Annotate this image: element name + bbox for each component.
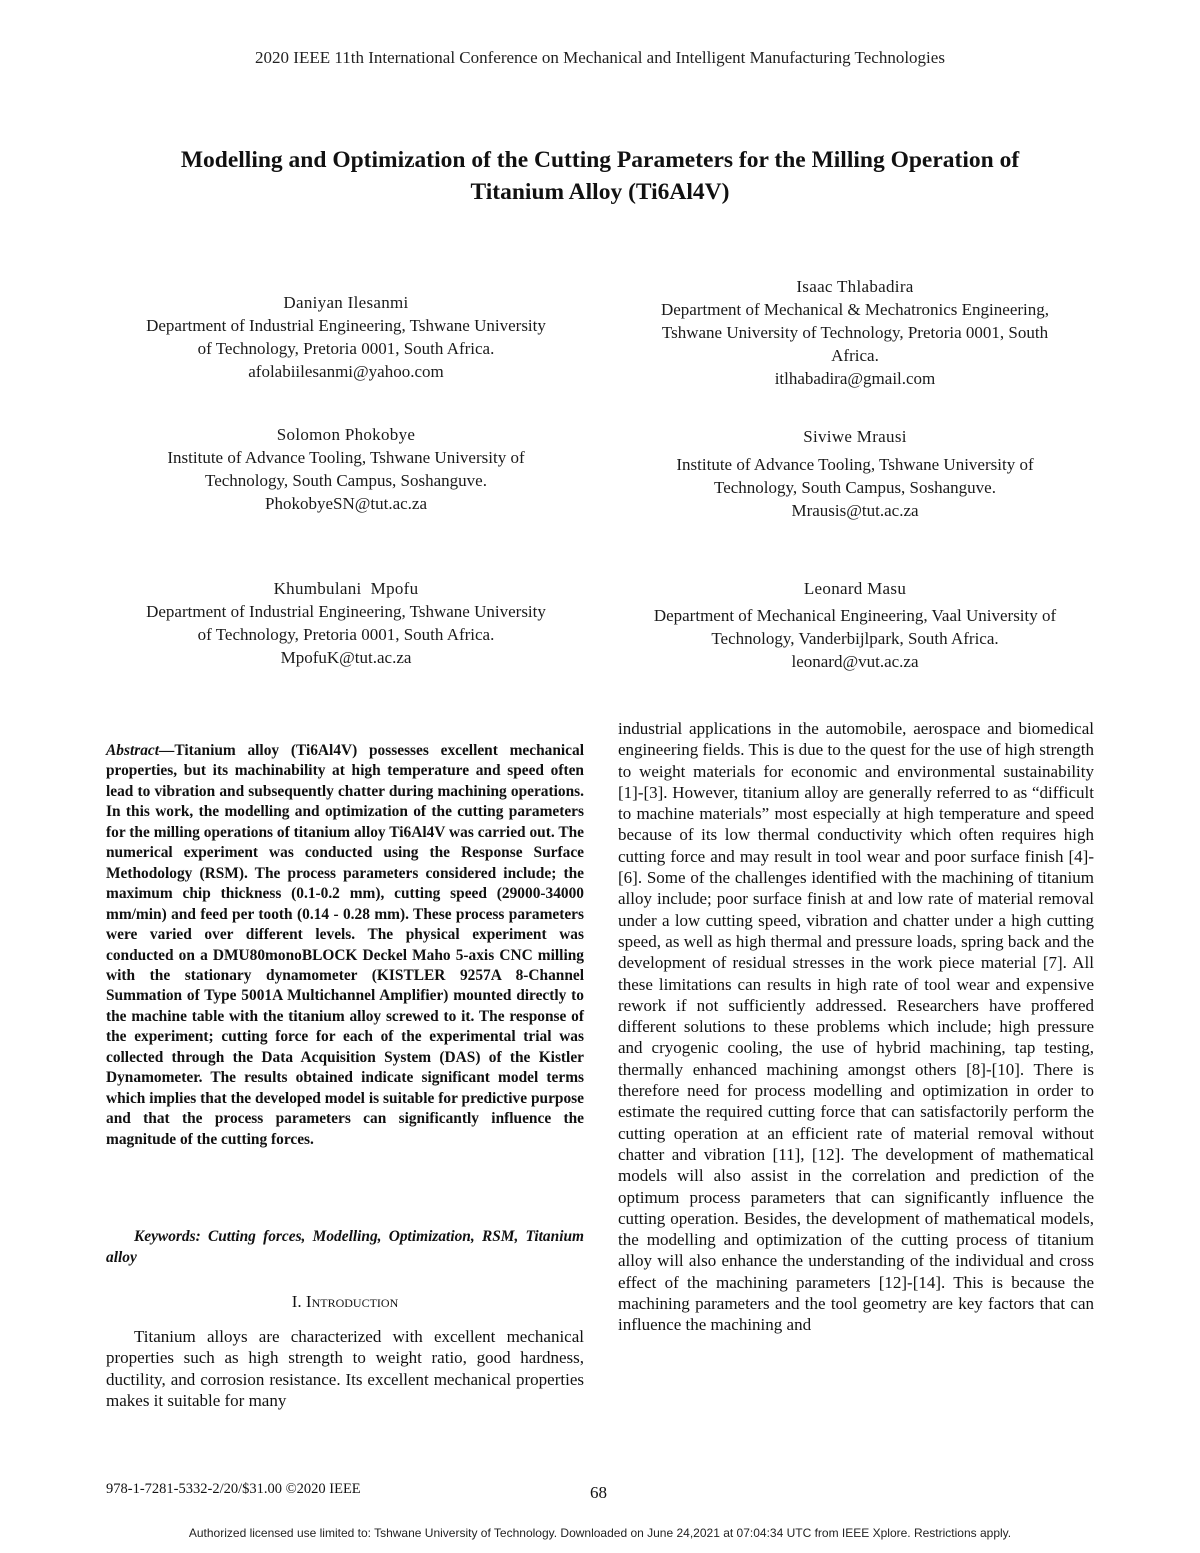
author-affiliation: Technology, South Campus, Soshanguve. xyxy=(714,478,996,497)
author-name: Solomon Phokobye xyxy=(276,425,416,444)
author-block-4 xyxy=(605,425,1105,522)
section-title: Introduction xyxy=(305,1292,399,1311)
author-affiliation: Africa. xyxy=(831,346,879,365)
author-affiliation: Department of Mechanical & Mechatronics Engineering, xyxy=(660,300,1050,319)
conference-header: 2020 IEEE 11th International Conference on Mechanical and Intelligent Manufacturing Technologies xyxy=(255,48,945,67)
license-notice: Authorized licensed use limited to: Tshwane University of Technology. Downloaded on June 24,2021 at 07:04:34 UTC from IEEE Xplore. Restrictions apply. xyxy=(188,1526,1012,1540)
section-number: I. xyxy=(291,1292,306,1311)
abstract-label: Abstract— xyxy=(106,742,175,759)
title-line-1: Modelling and Optimization of the Cutting Parameters for the Milling Operation of xyxy=(180,147,1020,173)
author-email[interactable]: itlhabadira@gmail.com xyxy=(774,369,936,388)
author-block-6 xyxy=(605,577,1105,673)
author-affiliation: Department of Mechanical Engineering, Vaal University of xyxy=(653,606,1057,625)
abstract xyxy=(106,741,584,1150)
author-block-2 xyxy=(605,275,1105,390)
author-affiliation: Institute of Advance Tooling, Tshwane University of xyxy=(676,455,1034,474)
author-affiliation: Department of Industrial Engineering, Tshwane University xyxy=(146,602,546,621)
author-name: Isaac Thlabadira xyxy=(796,277,914,296)
author-name: Daniyan Ilesanmi xyxy=(283,293,409,312)
author-email[interactable]: MpofuK@tut.ac.za xyxy=(280,648,412,667)
abstract-text: Titanium alloy (Ti6Al4V) possesses excellent mechanical properties, but its machinability at high temperature and speed often lead to vibration and subsequently chatter during machining operations. In this work, the modelling and optimization of the cutting parameters for the milling operations of titanium alloy Ti6Al4V was carried out. The numerical experiment was conducted using the Response Surface Methodology (RSM). The process parameters considered include; the maximum chip thickness (0.1-0.2 mm), cutting speed (29000-34000 mm/min) and feed per tooth (0.14 - 0.28 mm). These process parameters were varied over different levels. The physical experiment was conducted on a DMU80monoBLOCK Deckel Maho 5-axis CNC milling with the stationary dynamometer (KISTLER 9257A 8-Channel Summation of Type 5001A Multichannel Amplifier) mounted directly to the machine table with the titanium alloy screwed to it. The response of the experiment; cutting force for each of the experimental trial was collected through the Data Acquisition System (DAS) of the Kistler Dynamometer. The results obtained indicate significant model terms which implies that the developed model is suitable for predictive purpose and that the process parameters can significantly influence the magnitude of the cutting forces. xyxy=(106,742,584,1148)
author-name: Siviwe Mrausi xyxy=(803,427,907,446)
section-heading xyxy=(106,1292,584,1312)
author-email[interactable]: leonard@vut.ac.za xyxy=(791,652,919,671)
author-affiliation: of Technology, Pretoria 0001, South Africa. xyxy=(197,625,495,644)
keywords: Keywords: Cutting forces, Modelling, Optimization, RSM, Titanium alloy xyxy=(106,1228,584,1266)
page-number: 68 xyxy=(590,1483,607,1502)
intro-paragraph-left: Titanium alloys are characterized with excellent mechanical properties such as high strength to weight ratio, good hardness, ductility, and corrosion resistance. Its excellent mechanical properties makes it suitable for many xyxy=(106,1327,584,1410)
author-affiliation: Department of Industrial Engineering, Tshwane University xyxy=(146,316,546,335)
author-affiliation: Tshwane University of Technology, Pretoria 0001, South xyxy=(661,323,1049,342)
author-affiliation: Institute of Advance Tooling, Tshwane University of xyxy=(167,448,525,467)
author-email[interactable]: afolabiilesanmi@yahoo.com xyxy=(248,362,444,381)
author-name: Leonard Masu xyxy=(803,579,907,598)
author-affiliation: of Technology, Pretoria 0001, South Africa. xyxy=(197,339,495,358)
paper-title xyxy=(100,144,1100,208)
author-block-1 xyxy=(96,291,596,383)
author-block-3 xyxy=(96,423,596,515)
title-line-2: Titanium Alloy (Ti6Al4V) xyxy=(470,179,730,205)
author-affiliation: Technology, South Campus, Soshanguve. xyxy=(205,471,487,490)
author-email[interactable]: Mrausis@tut.ac.za xyxy=(791,501,919,520)
author-affiliation: Technology, Vanderbijlpark, South Africa. xyxy=(711,629,999,648)
footer-isbn: 978-1-7281-5332-2/20/$31.00 ©2020 IEEE xyxy=(106,1481,361,1497)
intro-paragraph-right: industrial applications in the automobile, aerospace and biomedical engineering fields. This is due to the quest for the use of high strength to weight materials for economic and environmental sustainability [1]-[3]. However, titanium alloy are generally referred to as “difficult to machine materials” most especially at high temperature and speed because of its low thermal conductivity which often requires high cutting force and may result in tool wear and poor surface finish [4]-[6]. Some of the challenges identified with the machining of titanium alloy include; poor surface finish at and low rate of material removal under a low cutting speed, vibration and chatter under a high cutting speed, as well as high thermal and pressure loads, spring back and the development of residual stresses in the work piece material [7]. All these limitations can results in high rate of tool wear and expensive rework if not sufficiently addressed. Researchers have proffered different solutions to these problems which include; high pressure and cryogenic cooling, the use of hybrid machining, tap testing, thermally enhanced machining amongst others [8]-[10]. There is therefore need for process modelling and optimization in order to estimate the required cutting force that can satisfactorily perform the cutting operation at an efficient rate of material removal without chatter and vibration [11], [12]. The development of mathematical models will also assist in the correlation and prediction of the optimum process parameters that can significantly influence the cutting operation. Besides, the development of mathematical models, the modelling and optimization of the cutting process of titanium alloy will also enhance the understanding of the individual and cross effect of the machining parameters [12]-[14]. This is because the machining parameters and the tool geometry are key factors that can influence the machining and xyxy=(618,719,1094,1335)
author-email[interactable]: PhokobyeSN@tut.ac.za xyxy=(264,494,427,513)
author-block-5 xyxy=(96,577,596,669)
author-name: Khumbulani Mpofu xyxy=(273,579,419,598)
